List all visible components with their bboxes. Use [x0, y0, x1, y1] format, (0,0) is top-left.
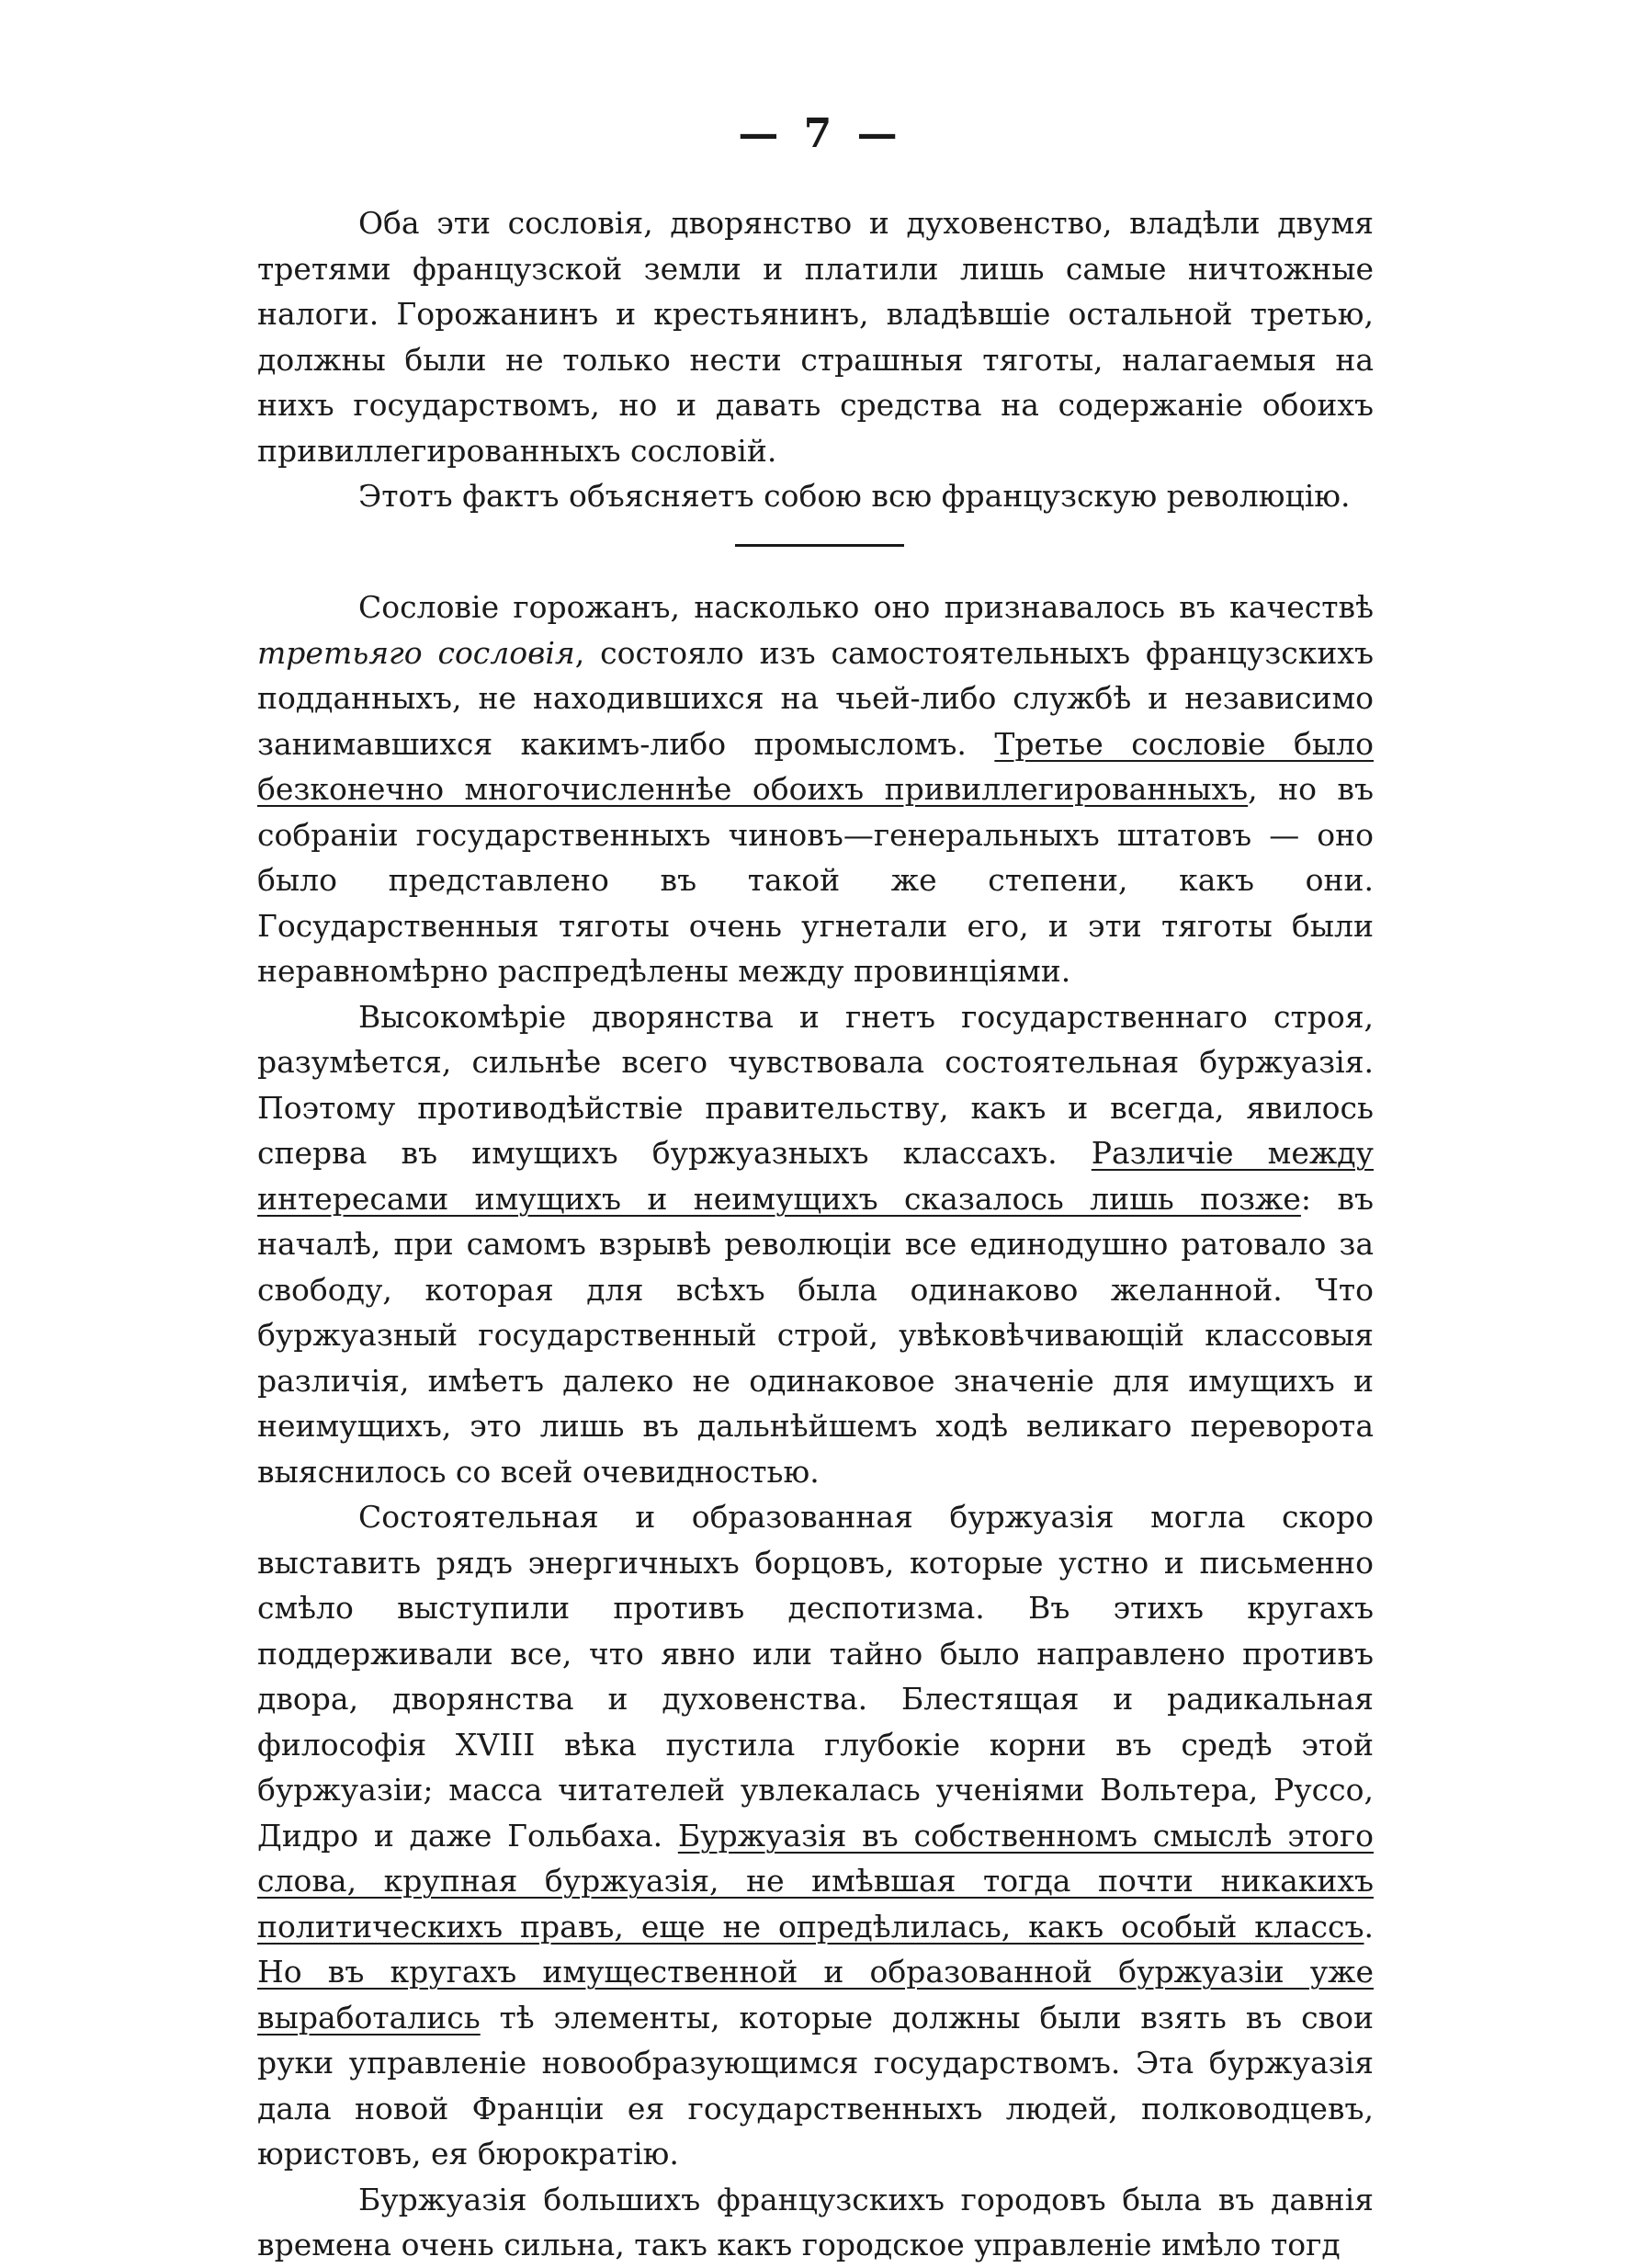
underlined-passage: Буржуазія въ собственномъ смыслѣ этого слова, крупная буржуазія, не имѣвшая тогда почти никакихъ политическихъ правъ, еще не опредѣлилась, какъ особый классъ — [257, 1817, 1374, 1945]
text-run: тѣ элементы, которые должны были взять въ свои руки управленіе новообразующимся государствомъ. Эта буржуазія дала новой Франціи ея государственныхъ людей, полководцевъ, юристовъ, ея бюрократію. — [257, 1999, 1374, 2172]
text-run: , но въ собраніи государственныхъ чиновъ—генеральныхъ штатовъ — оно было представлено въ такой же степени, какъ они. Государственныя тяготы очень угнетали его, и эти тяготы были неравномѣрно распредѣлены между провинціями. — [257, 771, 1375, 989]
emphasis-third-estate: третьяго сословія — [257, 634, 575, 671]
text-run: : въ началѣ, при самомъ взрывѣ революціи все единодушно ратовало за свободу, которая для всѣхъ была одинаково желанной. Что буржуазный государственный строй, увѣковѣчивающій классовыя различія, имѣетъ далеко не одинаковое значеніе для имущихъ и неимущихъ, это лишь въ дальнѣйшемъ ходѣ великаго переворота выяснилось со всей очевидностью. — [257, 1180, 1375, 1490]
underlined-passage: Но въ кругахъ имущественной и образованной буржуазіи уже выработались — [257, 1954, 1374, 2036]
paragraph-third-estate — [257, 584, 1374, 994]
text-run: , состояло изъ самостоятельныхъ французскихъ подданныхъ, не находившихся на чьей-либо службѣ и независимо занимавшихся какимъ-либо промысломъ. — [257, 634, 1374, 762]
underlined-passage: Различіе между интересами имущихъ и неимущихъ сказалось лишь позже — [257, 1135, 1374, 1217]
paragraph-revolution-fact: Этотъ фактъ объясняетъ собою всю французскую революцію. — [358, 478, 1351, 514]
text-run: Сословіе горожанъ, насколько оно признавалось въ качествѣ — [358, 589, 1374, 625]
paragraph-estates-land: Оба эти сословія, дворянство и духовенство, владѣли двумя третями французской земли и платили лишь самые ничтожные налоги. Горожанинъ и крестьянинъ, владѣвшіе остальной третью, должны были не только нести страшныя тяготы, налагаемыя на нихъ государствомъ, но и давать средства на содержаніе обоихъ привиллегированныхъ сословій. — [257, 205, 1374, 469]
paragraph-wealthy-bourgeoisie — [257, 1494, 1374, 2177]
text-run: Высокомѣріе дворянства и гнетъ государственнаго строя, разумѣется, сильнѣе всего чувствовала состоятельная буржуазія. Поэтому противодѣйствіе правительству, какъ и всегда, явилось сперва въ имущихъ буржуазныхъ классахъ. — [257, 998, 1374, 1171]
text-run: Состоятельная и образованная буржуазія могла скоро выставить рядъ энергичныхъ борцовъ, которые устно и письменно смѣло выступили противъ деспотизма. Въ этихъ кругахъ поддерживали все, что явно или тайно было направлено противъ двора, дворянства и духовенства. Блестящая и радикальная философія XVIII вѣка пустила глубокіе корни въ средѣ этой буржуазіи; масса читателей увлекалась ученіями Вольтера, Руссо, Дидро и даже Гольбаха. — [257, 1499, 1374, 1854]
section-divider — [735, 544, 904, 547]
underlined-passage: Третье сословіе было безконечно многочисленнѣе обоихъ привиллегированныхъ — [257, 725, 1375, 807]
text-run: . — [1364, 1908, 1374, 1945]
text-block-top — [257, 200, 1374, 519]
page-number: — 7 — — [738, 110, 903, 157]
paragraph-city-bourgeoisie: Буржуазія большихъ французскихъ городовъ была въ давнія времена очень сильна, такъ какъ городское управленіе имѣло тогд — [257, 2181, 1374, 2262]
paragraph-bourgeoisie-arrogance — [257, 994, 1374, 1495]
text-block-bottom — [257, 584, 1374, 2268]
